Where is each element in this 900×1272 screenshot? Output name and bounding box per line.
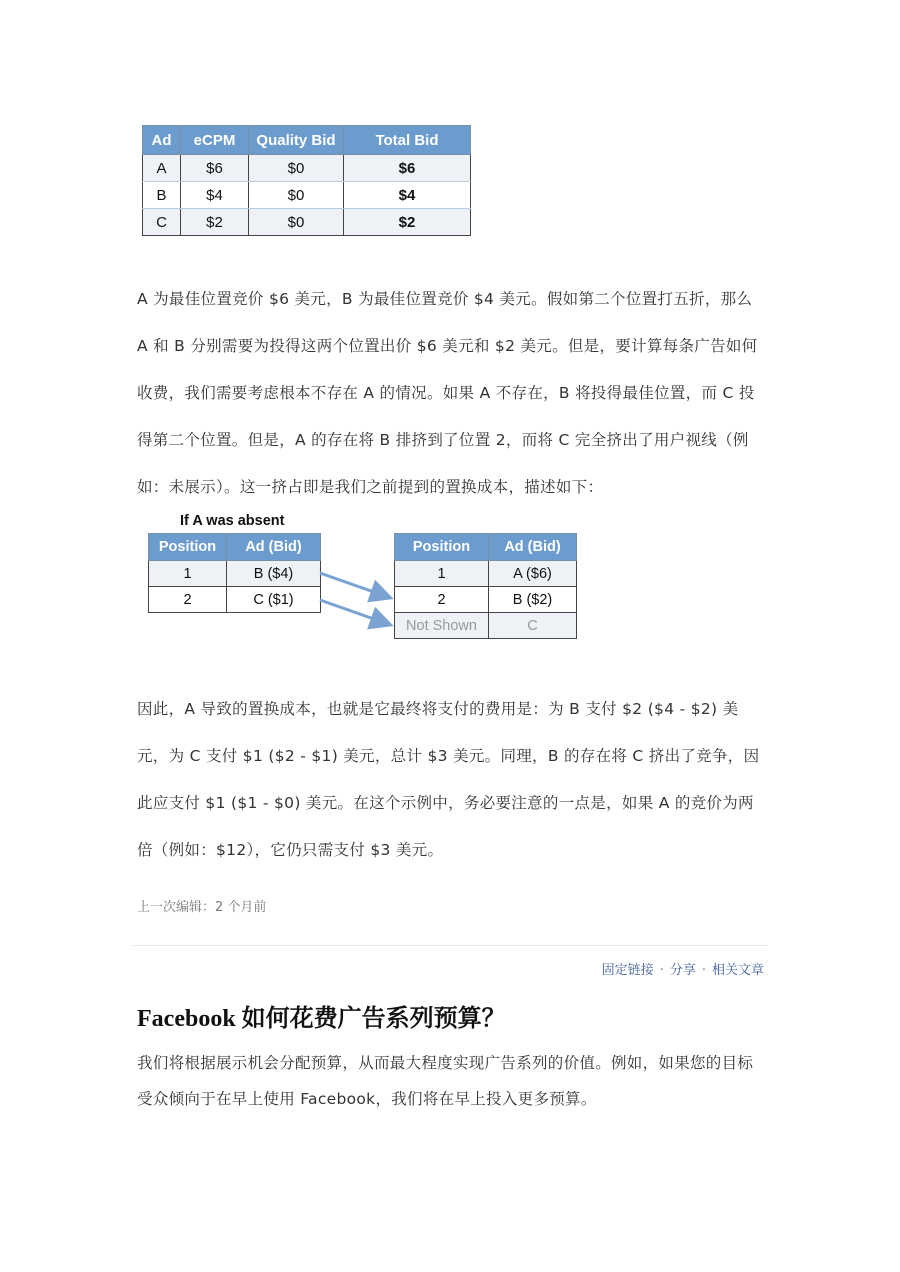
table-row bbox=[395, 613, 577, 639]
cell-ad: B bbox=[143, 182, 181, 209]
paragraph-budget-allocation bbox=[137, 1045, 767, 1117]
cell-ad: A bbox=[143, 155, 181, 182]
paragraph-text: 我们将根据展示机会分配预算，从而最大程度实现广告系列的价值。例如，如果您的目标受众倾向于在早上使用 Facebook，我们将在早上投入更多预算。 bbox=[137, 1054, 754, 1108]
paragraph-auction-explanation bbox=[137, 276, 767, 511]
table-row bbox=[395, 561, 577, 587]
position-table-with-a bbox=[394, 533, 577, 639]
cell-ad-bid: B ($4) bbox=[227, 561, 321, 587]
position-table-header-row bbox=[395, 534, 577, 561]
cell-total-bid: $2 bbox=[344, 209, 471, 236]
table-row bbox=[143, 209, 471, 236]
cell-position: 1 bbox=[395, 561, 489, 587]
cell-position: 2 bbox=[395, 587, 489, 613]
table-row bbox=[395, 587, 577, 613]
cell-ad-bid: C bbox=[489, 613, 577, 639]
cell-quality-bid: $0 bbox=[249, 209, 344, 236]
share-link[interactable]: 分享 bbox=[669, 963, 696, 978]
col-header-position: Position bbox=[395, 534, 489, 561]
cell-ad-bid: C ($1) bbox=[227, 587, 321, 613]
cell-position: 2 bbox=[149, 587, 227, 613]
cell-ecpm: $4 bbox=[181, 182, 249, 209]
paragraph-text: A 为最佳位置竞价 $6 美元，B 为最佳位置竞价 $4 美元。假如第二个位置打五折，那么 A 和 B 分别需要为投得这两个位置出价 $6 美元和 $2 美元。但是，要计算每条广告如何收费，我们需要考虑根本不存在 A 的情况。如果 A 不存在，B 将投得最佳位置，而 C 投得第二个位置。但是，A 的存在将 B 排挤到了位置 2，而将 C 完全挤出了用户视线（例如：未展示）。这一挤占即是我们之前提到的置换成本，描述如下： bbox=[137, 290, 758, 496]
permalink-link[interactable]: 固定链接 bbox=[601, 963, 654, 978]
col-header-ad-bid: Ad (Bid) bbox=[489, 534, 577, 561]
col-header-quality-bid: Quality Bid bbox=[249, 126, 344, 155]
diagram-title: If A was absent bbox=[180, 513, 285, 529]
last-edited-label: 上一次编辑：2 个月前 bbox=[137, 900, 267, 915]
divider bbox=[133, 945, 767, 946]
cell-ad: C bbox=[143, 209, 181, 236]
cell-ecpm: $2 bbox=[181, 209, 249, 236]
cell-quality-bid: $0 bbox=[249, 155, 344, 182]
position-table-header-row bbox=[149, 534, 321, 561]
cell-position: 1 bbox=[149, 561, 227, 587]
article-footer-links bbox=[602, 959, 764, 978]
cell-total-bid: $6 bbox=[344, 155, 471, 182]
bid-table-header-row bbox=[143, 126, 471, 155]
cell-ecpm: $6 bbox=[181, 155, 249, 182]
col-header-ad: Ad bbox=[143, 126, 181, 155]
cell-position: Not Shown bbox=[395, 613, 489, 639]
related-articles-link[interactable]: 相关文章 bbox=[711, 963, 764, 978]
arrow-b-down bbox=[320, 573, 388, 597]
cell-ad-bid: A ($6) bbox=[489, 561, 577, 587]
separator: · bbox=[659, 963, 664, 978]
table-row bbox=[149, 561, 321, 587]
col-header-ad-bid: Ad (Bid) bbox=[227, 534, 321, 561]
col-header-total-bid: Total Bid bbox=[344, 126, 471, 155]
col-header-position: Position bbox=[149, 534, 227, 561]
table-row bbox=[143, 182, 471, 209]
paragraph-displacement-cost bbox=[137, 686, 767, 874]
paragraph-text: 因此，A 导致的置换成本，也就是它最终将支付的费用是：为 B 支付 $2 ($4 - $2) 美元，为 C 支付 $1 ($2 - $1) 美元，总计 $3 美元。同理，B 的存在将 C 挤出了竞争，因此应支付 $1 ($1 - $0) 美元。在这个示例中，务必要注意的一点是，如果 A 的竞价为两倍（例如：$12），它仍只需支付 $3 美元。 bbox=[137, 700, 760, 859]
position-table-without-a bbox=[148, 533, 321, 613]
section-title: Facebook 如何花费广告系列预算？ bbox=[137, 1006, 506, 1032]
col-header-ecpm: eCPM bbox=[181, 126, 249, 155]
cell-ad-bid: B ($2) bbox=[489, 587, 577, 613]
cell-quality-bid: $0 bbox=[249, 182, 344, 209]
table-row bbox=[149, 587, 321, 613]
table-row bbox=[143, 155, 471, 182]
separator: · bbox=[701, 963, 706, 978]
arrow-c-down bbox=[320, 600, 388, 624]
cell-total-bid: $4 bbox=[344, 182, 471, 209]
bid-table bbox=[142, 125, 471, 236]
